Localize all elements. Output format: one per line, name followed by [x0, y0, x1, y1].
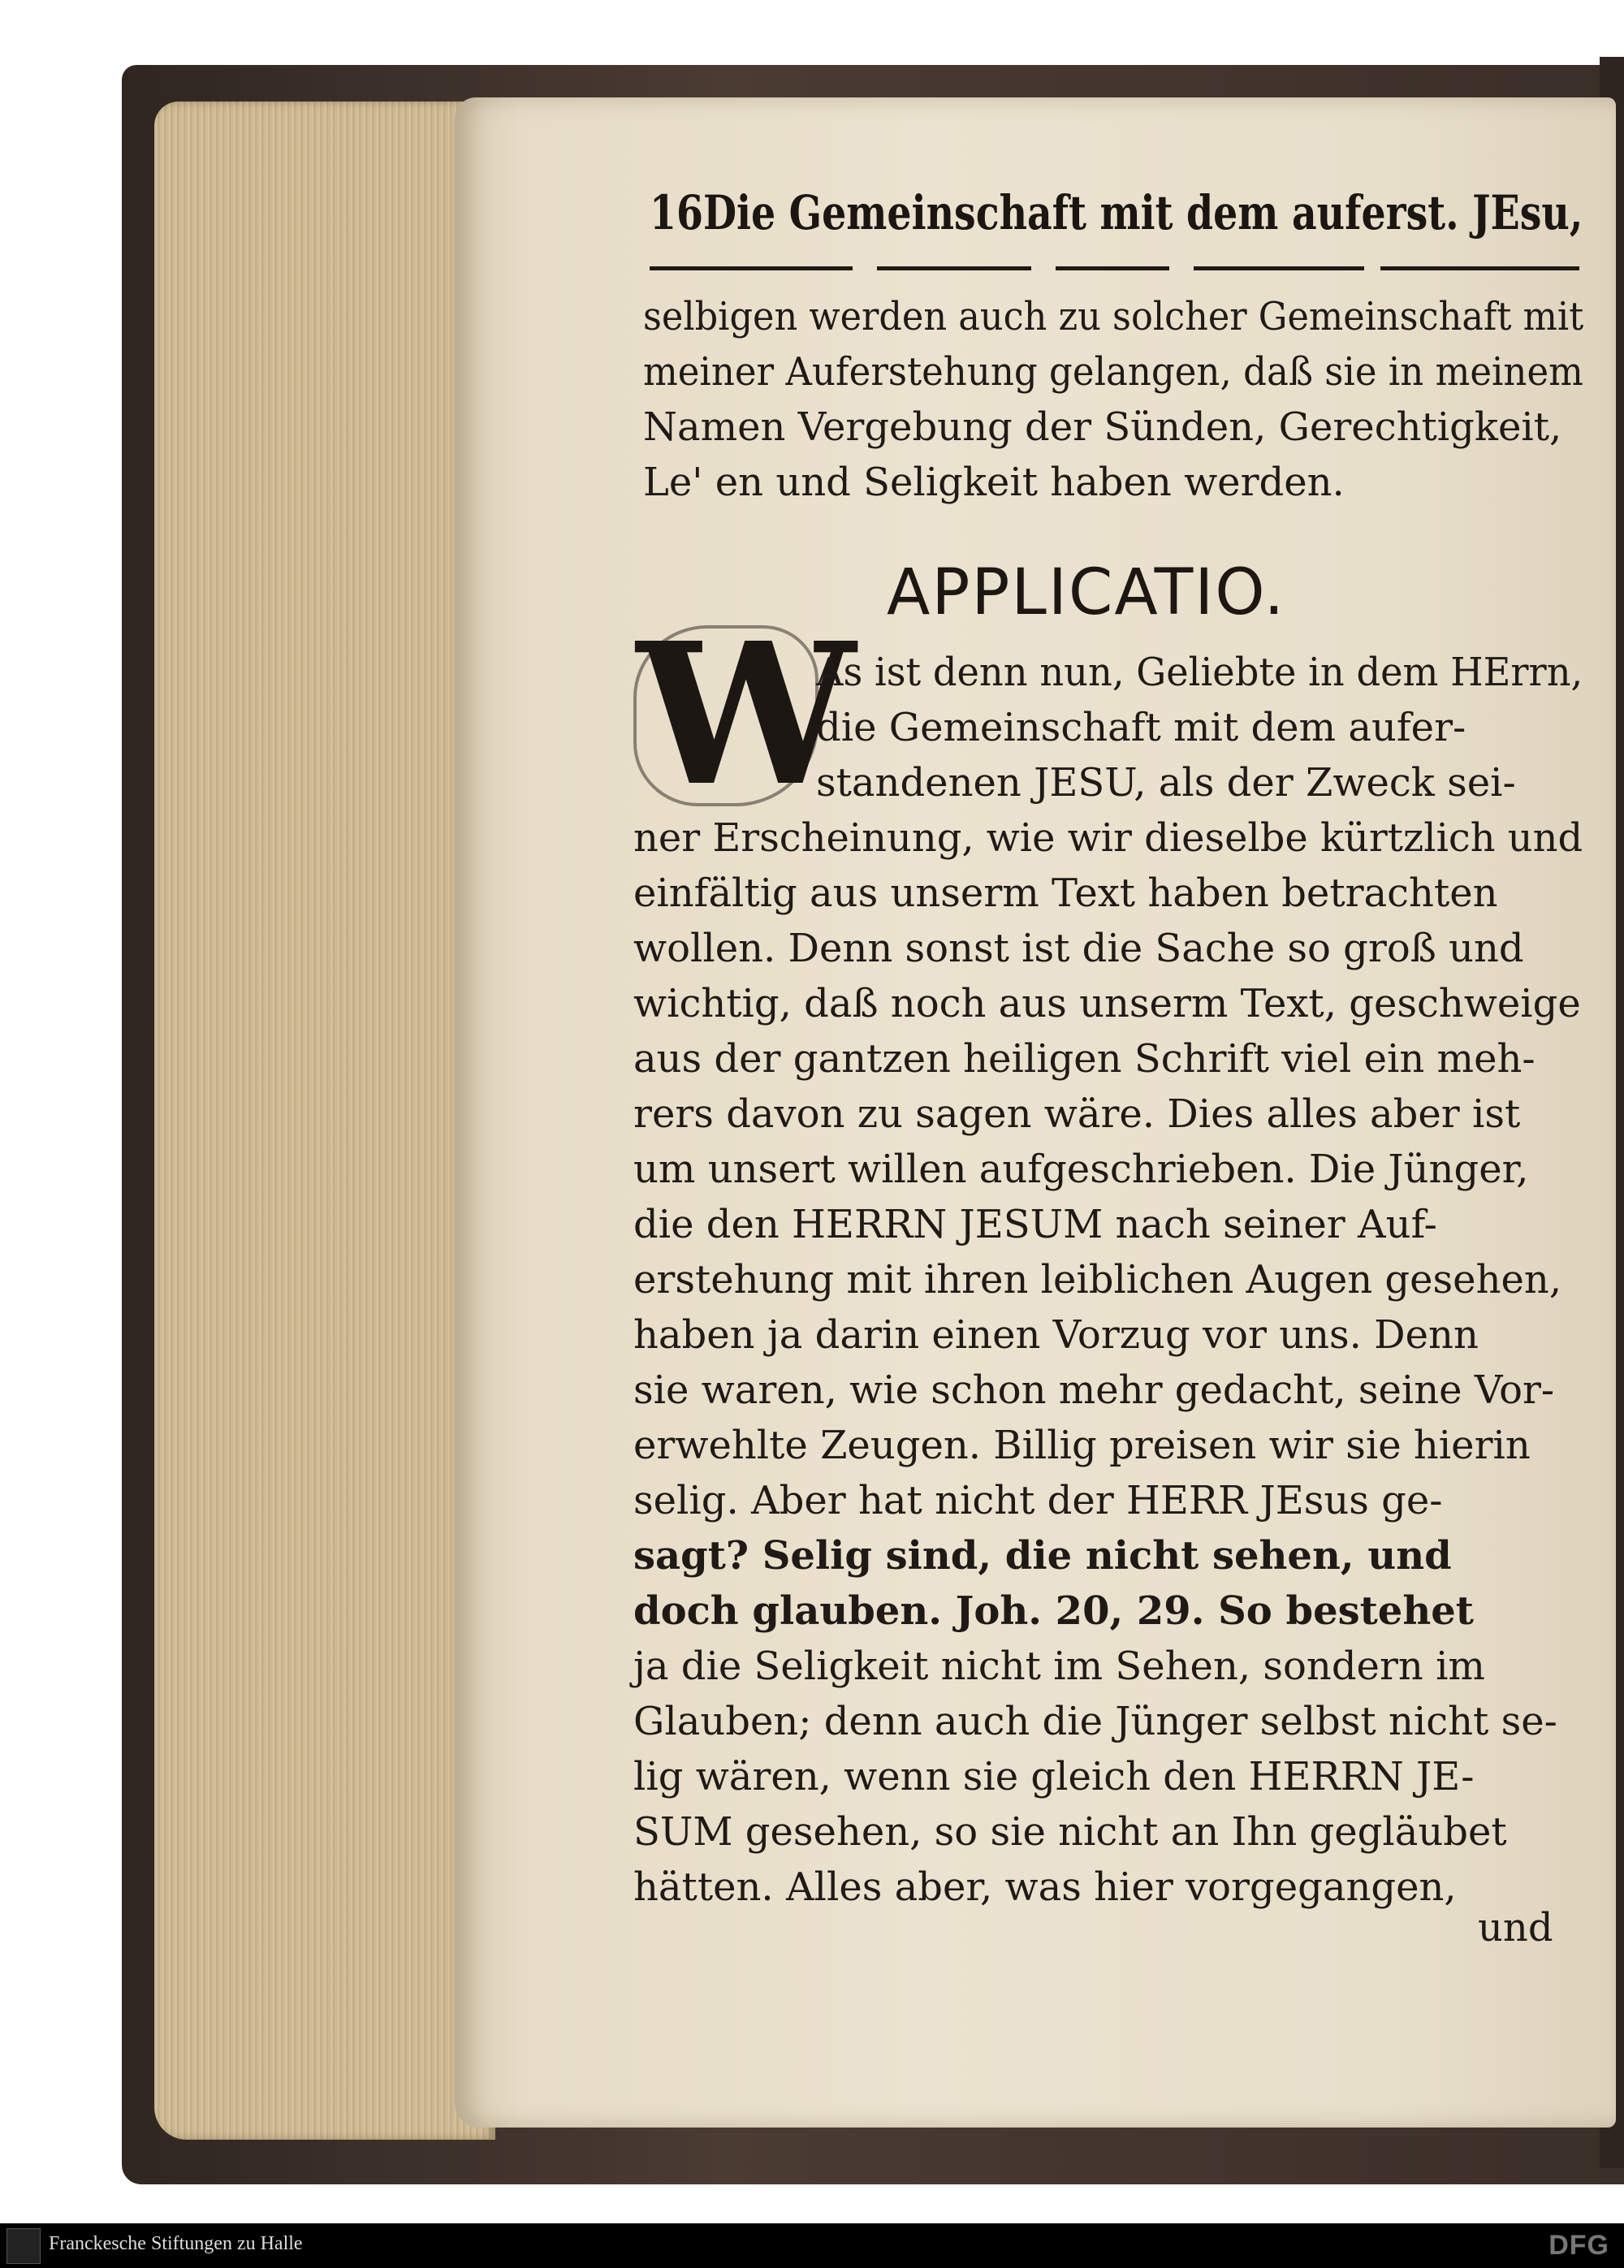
decorated-initial: W	[637, 600, 856, 829]
text-line: hätten. Alles aber, was hier vorgegangen,	[633, 1864, 1457, 1910]
page-edges	[154, 102, 495, 2140]
section-title: APPLICATIO.	[887, 556, 1286, 629]
text-line: SUM gesehen, so sie nicht an Ihn gegläubet	[633, 1809, 1507, 1855]
institution-name: Franckesche Stiftungen zu Halle	[49, 2233, 303, 2254]
text-line: meiner Auferstehung gelangen, daß sie in meinem	[643, 349, 1583, 395]
text-line: haben ja darin einen Vorzug vor uns. Denn	[633, 1312, 1479, 1358]
text-line: aus der gantzen heiligen Schrift viel ein meh-	[633, 1036, 1535, 1082]
text-line: selig. Aber hat nicht der HERR JEsus ge-	[633, 1478, 1443, 1523]
text-line: standenen JESU, als der Zweck sei-	[816, 760, 1516, 806]
text-line: Namen Vergebung der Sünden, Gerechtigkeit,	[643, 404, 1562, 450]
text-line: Le' en und Seligkeit haben werden.	[643, 460, 1345, 505]
running-header: 16Die Gemeinschaft mit dem auferst. JEsu,	[650, 185, 1583, 240]
header-rule	[1194, 266, 1364, 270]
text-line: selbigen werden auch zu solcher Gemeinschaft mit	[643, 294, 1584, 339]
text-line: erwehlte Zeugen. Billig preisen wir sie hierin	[633, 1423, 1531, 1468]
header-rule	[877, 266, 1031, 270]
text-line: um unsert willen aufgeschrieben. Die Jünger,	[633, 1147, 1529, 1192]
text-line: wichtig, daß noch aus unserm Text, geschweige	[633, 981, 1581, 1026]
text-line: sagt? Selig sind, die nicht sehen, und	[633, 1533, 1452, 1579]
institution-logo-icon	[6, 2228, 41, 2264]
text-line: As ist denn nun, Geliebte in dem HErrn,	[816, 650, 1583, 695]
catchword: und	[1478, 1905, 1553, 1950]
text-line: einfältig aus unserm Text haben betrachten	[633, 870, 1498, 916]
header-rule	[1380, 266, 1579, 270]
text-line: ner Erscheinung, wie wir dieselbe kürtzlich und	[633, 815, 1583, 861]
text-line: wollen. Denn sonst ist die Sache so groß und	[633, 926, 1524, 971]
viewer-footer	[0, 2223, 1624, 2268]
text-line: lig wären, wenn sie gleich den HERRN JE-	[633, 1754, 1475, 1799]
text-line: rers davon zu sagen wäre. Dies alles aber ist	[633, 1091, 1521, 1137]
text-line: Glauben; denn auch die Jünger selbst nicht se-	[633, 1699, 1557, 1744]
text-line: die den HERRN JESUM nach seiner Auf-	[633, 1202, 1437, 1247]
header-rule	[1056, 266, 1169, 270]
dfg-logo: DFG	[1548, 2230, 1609, 2261]
header-rule	[650, 266, 853, 270]
text-line: sie waren, wie schon mehr gedacht, seine Vor-	[633, 1367, 1555, 1413]
text-line: erstehung mit ihren leiblichen Augen gesehen,	[633, 1257, 1562, 1302]
text-line: doch glauben. Joh. 20, 29. So bestehet	[633, 1588, 1474, 1634]
text-line: die Gemeinschaft mit dem aufer-	[816, 705, 1466, 750]
text-line: ja die Seligkeit nicht im Sehen, sondern im	[633, 1644, 1485, 1689]
